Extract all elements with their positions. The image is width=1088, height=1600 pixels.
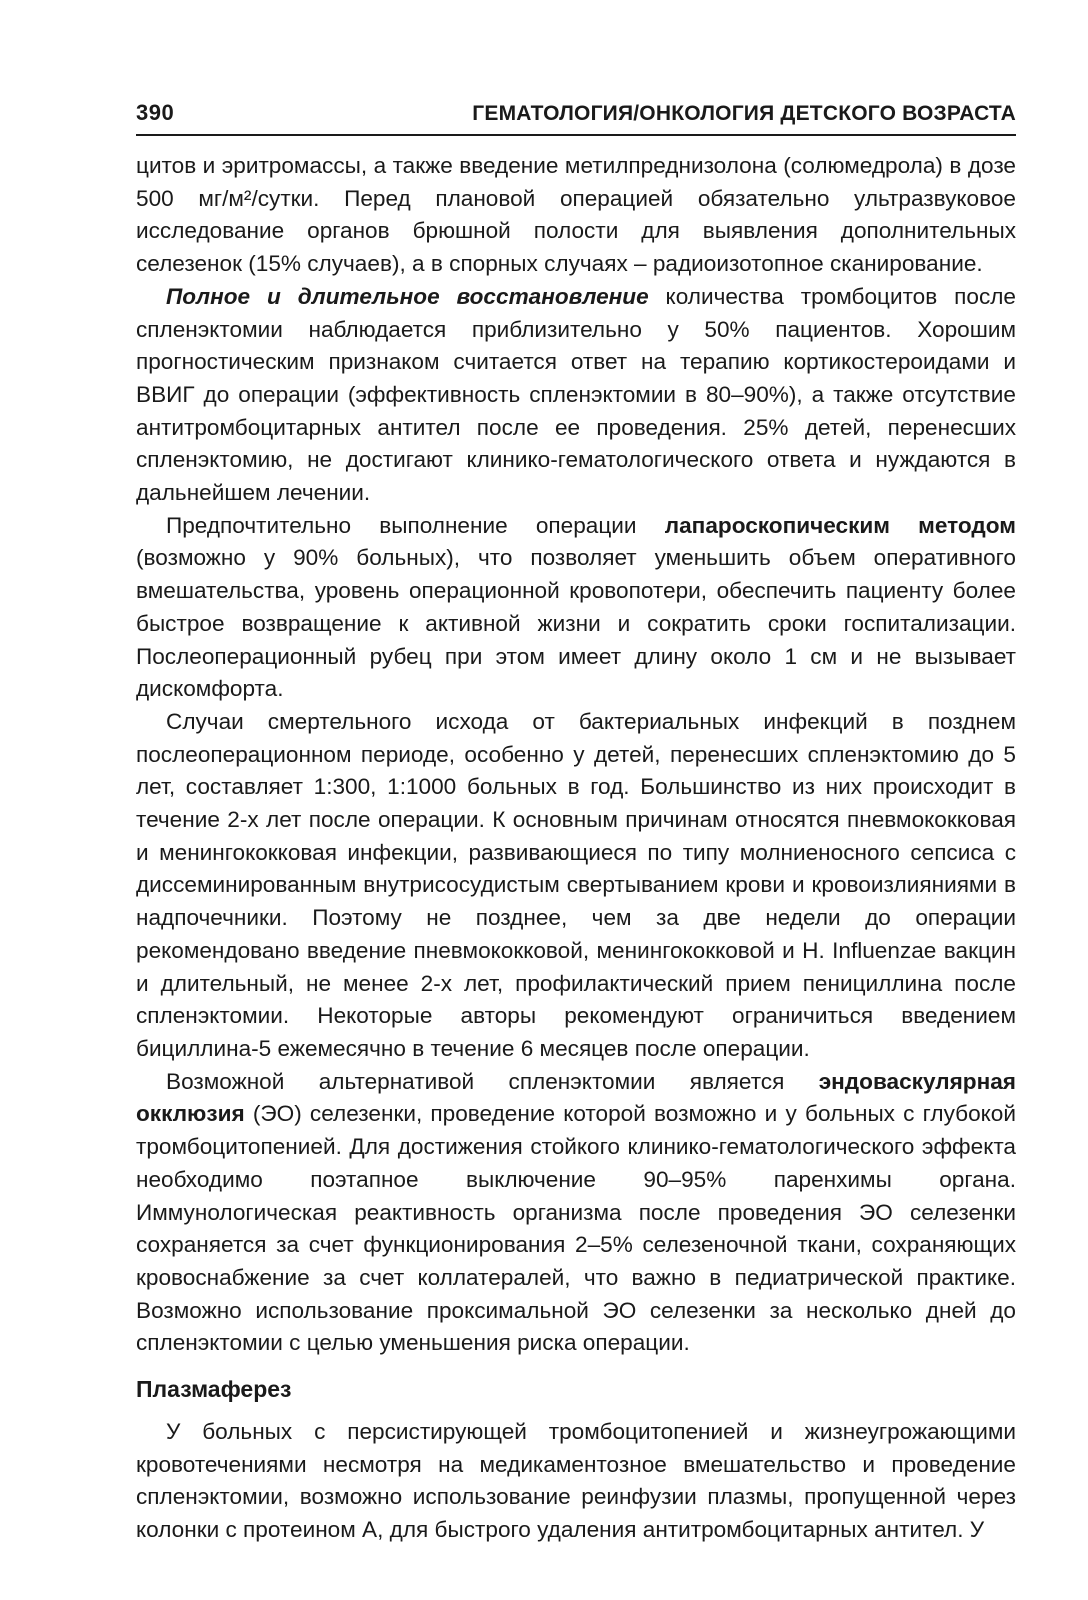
bold-term: эндоваскулярная окклюзия — [136, 1068, 1016, 1127]
emphasis-lead: Полное и длительное восстановление — [166, 283, 649, 309]
section-heading: Плазмаферез — [136, 1376, 292, 1403]
paragraph-text: (возможно у 90% больных), что позволяет уменьшить объем оперативного вмешательства, уровень операционной кровопотери, обеспечить пациенту более быстрое возвращение к активной жизни и сократить сроки госпитализации. Послеоперационный рубец при этом имеет длину около 1 см и не вызывает дискомфорта. — [136, 545, 1016, 702]
paragraph-text: Предпочтительно выполнение операции — [166, 512, 665, 538]
book-page — [136, 100, 1016, 1547]
paragraph-infections — [136, 706, 1016, 1066]
page-body — [136, 150, 1016, 1547]
paragraph-laparoscopy — [136, 510, 1016, 706]
paragraph-continuation — [136, 150, 1016, 281]
paragraph-text: Возможной альтернативой спленэктомии является — [166, 1068, 819, 1094]
paragraph-text: цитов и эритромассы, а также введение метилпреднизолона (солюмедрола) в дозе 500 мг/м²/сутки. Перед плановой операцией обязательно ультразвуковое исследование органов брюшной полости для выявления дополнительных селезенок (15% случаев), а в спорных случаях – радиоизотопное сканирование. — [136, 153, 1016, 277]
paragraph-text: У больных с персистирующей тромбоцитопенией и жизнеугрожающими кровотечениями несмотря на медикаментозное вмешательство и проведение спленэктомии, возможно использование реинфузии плазмы, пропущенной через колонки с протеином А, для быстрого удаления антитромбоцитарных антител. У — [136, 1419, 1016, 1543]
paragraph-text: Случаи смертельного исхода от бактериальных инфекций в позднем послеоперационном периоде, особенно у детей, перенесших спленэктомию до 5 лет, составляет 1:300, 1:1000 больных в год. Большинство из них происходит в течение 2-х лет после операции. К основным причинам относятся пневмококковая и менингококковая инфекции, развивающиеся по типу молниеносного сепсиса с диссеминированным внутрисосудистым свертыванием крови и кровоизлияниями в надпочечники. Поэтому не позднее, чем за две недели до операции рекомендовано введение пневмококковой, менингококковой и H. Influenzae вакцин и длительный, не менее 2-х лет, профилактический прием пенициллина после спленэктомии. Некоторые авторы рекомендуют ограничиться введением бициллина-5 ежемесячно в течение 6 месяцев после операции. — [136, 708, 1016, 1061]
running-head: ГЕМАТОЛОГИЯ/ОНКОЛОГИЯ ДЕТСКОГО ВОЗРАСТА — [472, 102, 1016, 125]
paragraph-embolization — [136, 1066, 1016, 1360]
page-number: 390 — [136, 100, 175, 125]
page-header — [136, 100, 1016, 136]
paragraph-text: количества тромбоцитов после спленэктомии наблюдается приблизительно у 50% пациентов. Хорошим прогностическим признаком считается ответ на терапию кортикостероидами и ВВИГ до операции (эффективность спленэктомии в 80–90%), а также отсутствие антитромбоцитарных антител после ее проведения. 25% детей, перенесших спленэктомию, не достигают клинико-гематологического ответа и нуждаются в дальнейшем лечении. — [136, 283, 1016, 506]
paragraph-recovery — [136, 281, 1016, 510]
bold-term: лапароскопическим методом — [664, 512, 1016, 538]
paragraph-plasmapheresis — [136, 1416, 1016, 1547]
paragraph-text: (ЭО) селезенки, проведение которой возможно и у больных с глубокой тромбоцитопенией. Для достижения стойкого клинико-гематологического эффекта необходимо поэтапное выключение 90–95% паренхимы органа. Иммунологическая реактивность организма после проведения ЭО селезенки сохраняется за счет функционирования 2–5% селезеночной ткани, сохраняющих кровоснабжение за счет коллатералей, что важно в педиатрической практике. Возможно использование проксимальной ЭО селезенки за несколько дней до спленэктомии с целью уменьшения риска операции. — [136, 1101, 1016, 1356]
